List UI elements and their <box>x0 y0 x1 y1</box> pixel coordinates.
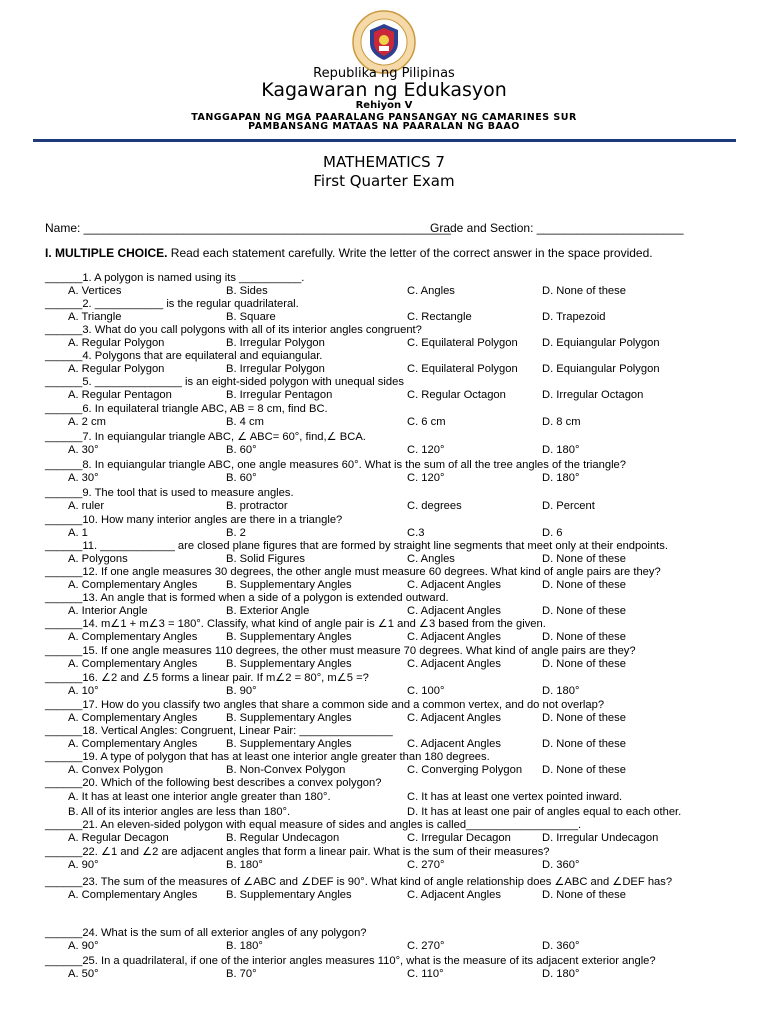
option-a: A. 10° <box>68 685 99 697</box>
instructions <box>45 246 653 260</box>
grade-section-field[interactable]: Grade and Section: ______________________ <box>430 221 684 235</box>
option-a: A. Complementary Angles <box>68 658 198 670</box>
option-a: A. 30° <box>68 444 99 456</box>
options-row-10 <box>0 527 768 539</box>
option-b: B. Supplementary Angles <box>226 738 352 750</box>
option-b: B. 4 cm <box>226 416 264 428</box>
option-d: D. None of these <box>542 658 626 670</box>
option-b: B. Non-Convex Polygon <box>226 764 346 776</box>
option-a: A. Complementary Angles <box>68 631 198 643</box>
option-a: A. Interior Angle <box>68 605 148 617</box>
options-row-15 <box>0 658 768 670</box>
option-c: C. Adjacent Angles <box>407 712 501 724</box>
options-row-14 <box>0 631 768 643</box>
option-b: B. Supplementary Angles <box>226 631 352 643</box>
option-d: D. Percent <box>542 500 595 512</box>
option-b: B. Irregular Pentagon <box>226 389 333 401</box>
department-name: Kagawaran ng Edukasyon <box>261 79 507 101</box>
option-a: A. 90° <box>68 940 99 952</box>
option-d: D. None of these <box>542 631 626 643</box>
option-a: A. Regular Pentagon <box>68 389 172 401</box>
option-a: A. 2 cm <box>68 416 106 428</box>
question-19: ______19. A type of polygon that has at least one interior angle greater than 180 degrees. <box>45 751 490 763</box>
question-5: ______5. ______________ is an eight-sided polygon with unequal sides <box>45 376 404 388</box>
instructions-heading: I. MULTIPLE CHOICE. <box>45 246 168 260</box>
option-c: C. 110° <box>407 968 444 980</box>
question-7: ______7. In equiangular triangle ABC, ∠ ABC= 60°, find,∠ BCA. <box>45 431 366 443</box>
options-row-8 <box>0 472 768 484</box>
option-d: D. 360° <box>542 940 580 952</box>
option-c: C. Equilateral Polygon <box>407 363 518 375</box>
exam-subject: MATHEMATICS 7 <box>323 153 445 171</box>
question-20: ______20. Which of the following best describes a convex polygon? <box>45 777 382 789</box>
option-b: B. protractor <box>226 500 288 512</box>
option-b: B. Irregular Polygon <box>226 337 325 349</box>
option-a: A. Vertices <box>68 285 122 297</box>
option-d: D. 360° <box>542 859 580 871</box>
option-b: B. 60° <box>226 444 257 456</box>
option-c: C. Irregular Decagon <box>407 832 511 844</box>
option-a: A. Polygons <box>68 553 128 565</box>
options-row-3 <box>0 337 768 349</box>
option-c: C. Angles <box>407 285 455 297</box>
option-d: D. None of these <box>542 579 626 591</box>
school-name: PAMBANSANG MATAAS NA PAARALAN NG BAAO <box>248 121 520 132</box>
question-10: ______10. How many interior angles are there in a triangle? <box>45 514 343 526</box>
option-b: B. Supplementary Angles <box>226 579 352 591</box>
option-c: C. Adjacent Angles <box>407 579 501 591</box>
question-1: ______1. A polygon is named using its __________. <box>45 272 305 284</box>
options-row-22 <box>0 859 768 871</box>
option-b: B. Regular Undecagon <box>226 832 340 844</box>
options-row-23 <box>0 889 768 901</box>
options-row-4 <box>0 363 768 375</box>
deped-seal-logo <box>352 10 416 74</box>
option-a: A. 1 <box>68 527 88 539</box>
question-23: ______23. The sum of the measures of ∠ABC and ∠DEF is 90°. What kind of angle relationship does ∠ABC and ∠DEF has? <box>45 876 673 888</box>
option-d: D. 180° <box>542 685 580 697</box>
option-b: B. Square <box>226 311 276 323</box>
option-a: A. Regular Polygon <box>68 337 165 349</box>
option-d: D. Equiangular Polygon <box>542 363 660 375</box>
option-d: D. 180° <box>542 472 580 484</box>
question-4: ______4. Polygons that are equilateral and equiangular. <box>45 350 323 362</box>
option-a: A. It has at least one interior angle greater than 180°. <box>68 791 331 803</box>
question-16: ______16. ∠2 and ∠5 forms a linear pair. If m∠2 = 80°, m∠5 =? <box>45 672 369 684</box>
option-d: D. None of these <box>542 553 626 565</box>
question-2: ______2. ___________ is the regular quadrilateral. <box>45 298 299 310</box>
option-b: B. All of its interior angles are less than 180°. <box>68 806 291 818</box>
options-row-18 <box>0 738 768 750</box>
options-row-7 <box>0 444 768 456</box>
header-divider <box>33 139 736 142</box>
exam-title: First Quarter Exam <box>313 172 455 190</box>
option-c: C.3 <box>407 527 425 539</box>
option-b: B. 2 <box>226 527 246 539</box>
option-c: C. Equilateral Polygon <box>407 337 518 349</box>
option-a: A. Convex Polygon <box>68 764 164 776</box>
option-d: D. Irregular Undecagon <box>542 832 659 844</box>
name-field[interactable]: Name: _______________________________________________________ <box>45 221 451 235</box>
question-22: ______22. ∠1 and ∠2 are adjacent angles that form a linear pair. What is the sum of their measures? <box>45 846 550 858</box>
option-c: C. Adjacent Angles <box>407 658 501 670</box>
options-row-1 <box>0 285 768 297</box>
division-label: TANGGAPAN NG MGA PAARALANG PANSANGAY NG CAMARINES SUR <box>191 112 577 123</box>
option-a: A. Complementary Angles <box>68 738 198 750</box>
option-b: B. Supplementary Angles <box>226 712 352 724</box>
option-a: A. Complementary Angles <box>68 889 198 901</box>
option-d: D. It has at least one pair of angles equal to each other. <box>407 806 682 818</box>
question-9: ______9. The tool that is used to measure angles. <box>45 487 294 499</box>
options-row-16 <box>0 685 768 697</box>
option-a: A. Regular Polygon <box>68 363 165 375</box>
option-a: A. 90° <box>68 859 99 871</box>
question-21: ______21. An eleven-sided polygon with equal measure of sides and angles is called__________________. <box>45 819 582 831</box>
option-d: D. 6 <box>542 527 563 539</box>
options-row-13 <box>0 605 768 617</box>
options-row-12 <box>0 579 768 591</box>
option-c: C. Regular Octagon <box>407 389 506 401</box>
option-c: C. 270° <box>407 940 445 952</box>
option-a: A. 30° <box>68 472 99 484</box>
option-d: D. 8 cm <box>542 416 581 428</box>
option-c: C. 6 cm <box>407 416 446 428</box>
option-b: B. 180° <box>226 859 263 871</box>
region-label: Rehiyon V <box>355 100 413 111</box>
option-c: C. Rectangle <box>407 311 472 323</box>
option-a: A. Regular Decagon <box>68 832 169 844</box>
option-b: B. Sides <box>226 285 268 297</box>
options-row-20a <box>0 791 768 803</box>
republic-label: Republika ng Pilipinas <box>313 66 455 81</box>
option-b: B. Irregular Polygon <box>226 363 325 375</box>
option-b: B. 70° <box>226 968 257 980</box>
instructions-text: Read each statement carefully. Write the letter of the correct answer in the space provided. <box>167 246 653 260</box>
question-24: ______24. What is the sum of all exterior angles of any polygon? <box>45 927 367 939</box>
options-row-25 <box>0 968 768 980</box>
question-8: ______8. In equiangular triangle ABC, one angle measures 60°. What is the sum of all the tree angles of the triangle? <box>45 459 626 471</box>
options-row-2 <box>0 311 768 323</box>
question-14: ______14. m∠1 + m∠3 = 180°. Classify, what kind of angle pair is ∠1 and ∠3 based from the given. <box>45 618 546 630</box>
option-a: A. Complementary Angles <box>68 712 198 724</box>
option-c: C. Converging Polygon <box>407 764 523 776</box>
option-c: C. It has at least one vertex pointed inward. <box>407 791 623 803</box>
options-row-9 <box>0 500 768 512</box>
option-c: C. 120° <box>407 444 445 456</box>
question-12: ______12. If one angle measures 30 degrees, the other angle must measure 60 degrees. What kind of angle pairs are they? <box>45 566 661 578</box>
question-17: ______17. How do you classify two angles that share a common side and a common vertex, and do not overlap? <box>45 699 605 711</box>
option-c: C. degrees <box>407 500 462 512</box>
option-a: A. ruler <box>68 500 105 512</box>
option-c: C. 100° <box>407 685 445 697</box>
option-a: A. Triangle <box>68 311 122 323</box>
question-11: ______11. ____________ are closed plane figures that are formed by straight line segments that meet only at their endpoints. <box>45 540 668 552</box>
option-b: B. 60° <box>226 472 257 484</box>
option-d: D. 180° <box>542 444 580 456</box>
question-13: ______13. An angle that is formed when a side of a polygon is extended outward. <box>45 592 449 604</box>
option-d: D. None of these <box>542 285 626 297</box>
option-d: D. Trapezoid <box>542 311 606 323</box>
option-c: C. 120° <box>407 472 445 484</box>
question-3: ______3. What do you call polygons with all of its interior angles congruent? <box>45 324 422 336</box>
question-6: ______6. In equilateral triangle ABC, AB = 8 cm, find BC. <box>45 403 328 415</box>
option-a: A. 50° <box>68 968 99 980</box>
option-d: D. None of these <box>542 605 626 617</box>
option-c: C. Adjacent Angles <box>407 605 501 617</box>
option-b: B. 180° <box>226 940 263 952</box>
option-c: C. Adjacent Angles <box>407 631 501 643</box>
option-d: D. None of these <box>542 889 626 901</box>
option-d: D. Equiangular Polygon <box>542 337 660 349</box>
options-row-24 <box>0 940 768 952</box>
option-d: D. Irregular Octagon <box>542 389 644 401</box>
option-b: B. Exterior Angle <box>226 605 310 617</box>
option-b: B. Supplementary Angles <box>226 889 352 901</box>
option-d: D. 180° <box>542 968 580 980</box>
option-d: D. None of these <box>542 764 626 776</box>
option-c: C. Adjacent Angles <box>407 738 501 750</box>
option-c: C. Angles <box>407 553 455 565</box>
options-row-20b <box>0 806 768 818</box>
option-b: B. Supplementary Angles <box>226 658 352 670</box>
options-row-5 <box>0 389 768 401</box>
option-b: B. Solid Figures <box>226 553 305 565</box>
options-row-19 <box>0 764 768 776</box>
option-a: A. Complementary Angles <box>68 579 198 591</box>
option-d: D. None of these <box>542 712 626 724</box>
options-row-17 <box>0 712 768 724</box>
options-row-11 <box>0 553 768 565</box>
options-row-21 <box>0 832 768 844</box>
option-c: C. 270° <box>407 859 445 871</box>
option-c: C. Adjacent Angles <box>407 889 501 901</box>
question-25: ______25. In a quadrilateral, if one of the interior angles measures 110°, what is the measure of its adjacent exterior angle? <box>45 955 656 967</box>
option-b: B. 90° <box>226 685 257 697</box>
question-18: ______18. Vertical Angles: Congruent, Linear Pair: _______________ <box>45 725 393 737</box>
options-row-6 <box>0 416 768 428</box>
question-15: ______15. If one angle measures 110 degrees, the other must measure 70 degrees. What kind of angle pairs are they? <box>45 645 636 657</box>
option-d: D. None of these <box>542 738 626 750</box>
